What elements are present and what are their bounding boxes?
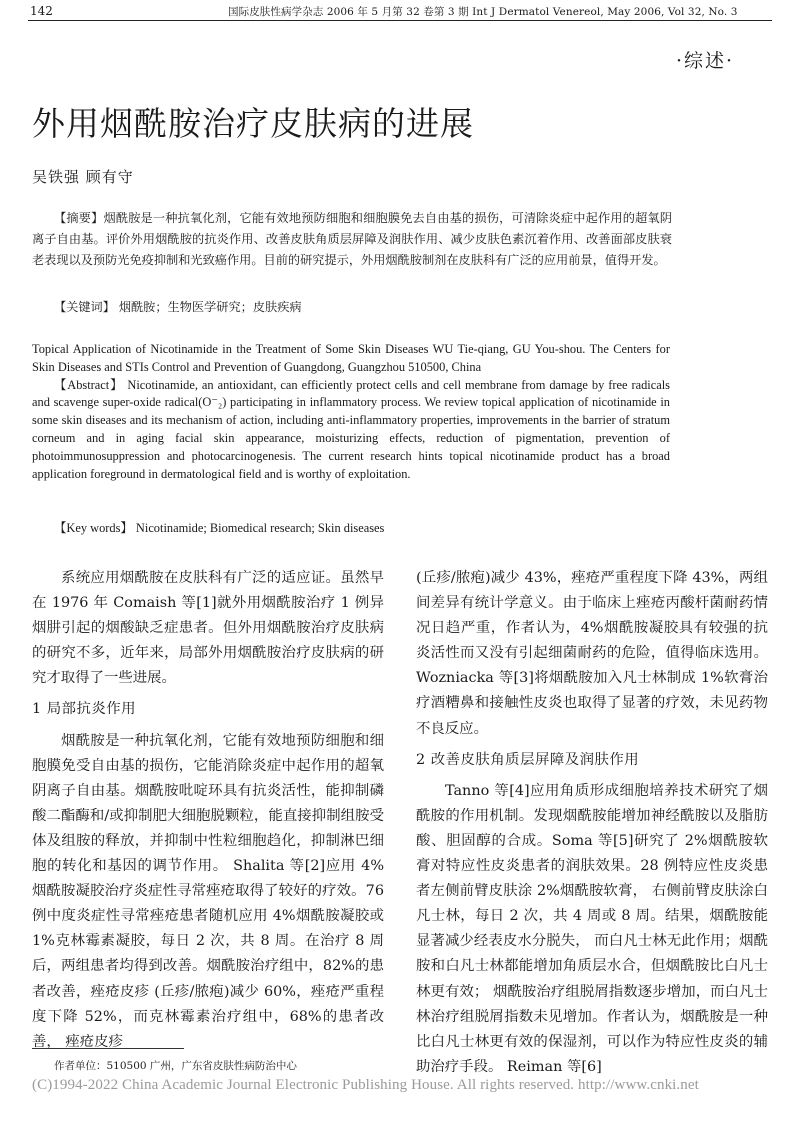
page-number: 142	[30, 4, 53, 18]
section-tag: ·综述·	[676, 50, 735, 72]
body-right-column	[416, 566, 768, 1080]
english-keywords	[54, 518, 384, 536]
chinese-keywords	[54, 298, 302, 315]
chinese-abstract	[32, 208, 672, 271]
intro-paragraph: 系统应用烟酰胺在皮肤科有广泛的适应证。虽然早在 1976 年 Comaish 等[1]就外用烟酰胺治疗 1 例异烟肼引起的烟酸缺乏症患者。但外用烟酰胺治疗皮肤病的研究不多，近年来，局部外用烟酰胺治疗皮肤病的研究才取得了一些进展。	[32, 570, 384, 687]
english-abstract-text: Nicotinamide, an antioxidant, can efficiently protect cells and cell membrane from damage by free radicals and scavenge super-oxide radical(O⁻₂) participating in inflammatory process. We review topical application of nicotinamide in some skin diseases and its mechanism of action, including anti-inflammatory properties, improvements in the barrier of stratum corneum and in aging facial skin appearance, moisturizing effects, reduction of pigmentation, prevention of photoimmunosuppression and photocarcinogenesis. The current research hints topical nicotinamide product has a broad application foreground in dermatological field and is worthy of exploitation.	[32, 377, 670, 481]
header-rule	[28, 20, 772, 21]
english-keywords-text: Nicotinamide; Biomedical research; Skin diseases	[135, 521, 385, 535]
copyright-watermark: (C)1994-2022 China Academic Journal Electronic Publishing House. All rights reserved. http://www.cnki.net	[32, 1077, 699, 1093]
abstract-text: 烟酰胺是一种抗氧化剂，它能有效地预防细胞和细胞膜免去自由基的损伤，可清除炎症中起作用的超氧阴离子自由基。评价外用烟酰胺的抗炎作用、改善皮肤角质层屏障及润肤作用、减少皮肤色素沉着作用、改善面部皮肤衰老表现以及预防光免疫抑制和光致癌作用。目前的研究提示，外用烟酰胺制剂在皮肤科有广泛的应用前景，值得开发。	[32, 211, 673, 267]
english-abstract	[32, 377, 670, 484]
section-1-paragraph: 烟酰胺是一种抗氧化剂，它能有效地预防细胞和细胞膜免受自由基的损伤，它能消除炎症中起作用的超氧阴离子自由基。烟酰胺吡啶环具有抗炎活性，能抑制磷酸二酯酶和/或抑制肥大细胞脱颗粒，能直接抑制组胺受体及组胺的释放，并抑制中性粒细胞趋化，抑制淋巴细胞的转化和基因的调节作用。 Shalita 等[2]应用 4%烟酰胺凝胶治疗炎症性寻常痤疮取得了较好的疗效。76 例中度炎症性寻常痤疮患者随机应用 4%烟酰胺凝胶或 1%克林霉素凝胶，每日 2 次，共 8 周。在治疗 8 周后，两组患者均得到改善。烟酰胺治疗组中，82%的患者改善，痤疮皮疹 (丘疹/脓疱)减少 60%，痤疮严重程度下降 52%，而克林霉素治疗组中，68%的患者改善， 痤疮皮疹	[32, 732, 384, 1050]
footnote-rule	[32, 1048, 184, 1049]
english-title: Topical Application of Nicotinamide in the Treatment of Some Skin Diseases WU Tie-qiang, GU You-shou. The Centers for Skin Diseases and STIs Control and Prevention of Guangdong, Guangzhou 510500, China	[32, 342, 670, 374]
english-keywords-label: 【Key words】	[54, 521, 133, 535]
authors: 吴铁强 顾有守	[32, 168, 134, 186]
section-1-heading: 1 局部抗炎作用	[32, 701, 137, 718]
english-abstract-block	[32, 341, 670, 483]
article-title: 外用烟酰胺治疗皮肤病的进展	[32, 104, 474, 143]
section-2-heading: 2 改善皮肤角质层屏障及润肤作用	[416, 751, 640, 768]
abstract-label: 【摘要】	[54, 211, 104, 225]
author-affiliation-footnote: 作者单位：510500 广州，广东省皮肤性病防治中心	[54, 1060, 297, 1072]
journal-running-header: 国际皮肤性病学杂志 2006 年 5 月第 32 卷第 3 期 Int J Dermatol Venereol, May 2006, Vol 32, No. 3	[228, 6, 738, 18]
body-left-column	[32, 566, 384, 1055]
keywords-text: 烟酰胺；生物医学研究；皮肤疾病	[118, 300, 302, 314]
english-abstract-label: 【Abstract】	[54, 377, 124, 392]
section-1-continuation: (丘疹/脓疱)减少 43%，痤疮严重程度下降 43%，两组间差异有统计学意义。由于临床上痤疮丙酸杆菌耐药情况日趋严重，作者认为，4%烟酰胺凝胶具有较强的抗炎活性而又没有引起细菌耐药的危险，值得临床选用。Wozniacka 等[3]将烟酰胺加入凡士林制成 1%软膏治疗酒糟鼻和接触性皮炎也取得了显著的疗效，未见药物不良反应。	[416, 570, 768, 737]
section-2-paragraph: Tanno 等[4]应用角质形成细胞培养技术研究了烟酰胺的作用机制。发现烟酰胺能增加神经酰胺以及脂肪酸、胆固醇的合成。Soma 等[5]研究了 2%烟酰胺软膏对特应性皮炎患者的润肤效果。28 例特应性皮炎患者左侧前臂皮肤涂 2%烟酰胺软膏， 右侧前臂皮肤涂白凡士林，每日 2 次，共 4 周或 8 周。结果，烟酰胺能显著减少经表皮水分脱失， 而白凡士林无此作用；烟酰胺和白凡士林都能增加角质层水合，但烟酰胺比白凡士林更有效； 烟酰胺治疗组脱屑指数逐步增加，而白凡士林治疗组脱屑指数未见增加。作者认为，烟酰胺是一种比白凡士林更有效的保湿剂，可以作为特应性皮炎的辅助治疗手段。 Reiman 等[6]	[416, 782, 768, 1075]
keywords-label: 【关键词】	[54, 300, 115, 314]
